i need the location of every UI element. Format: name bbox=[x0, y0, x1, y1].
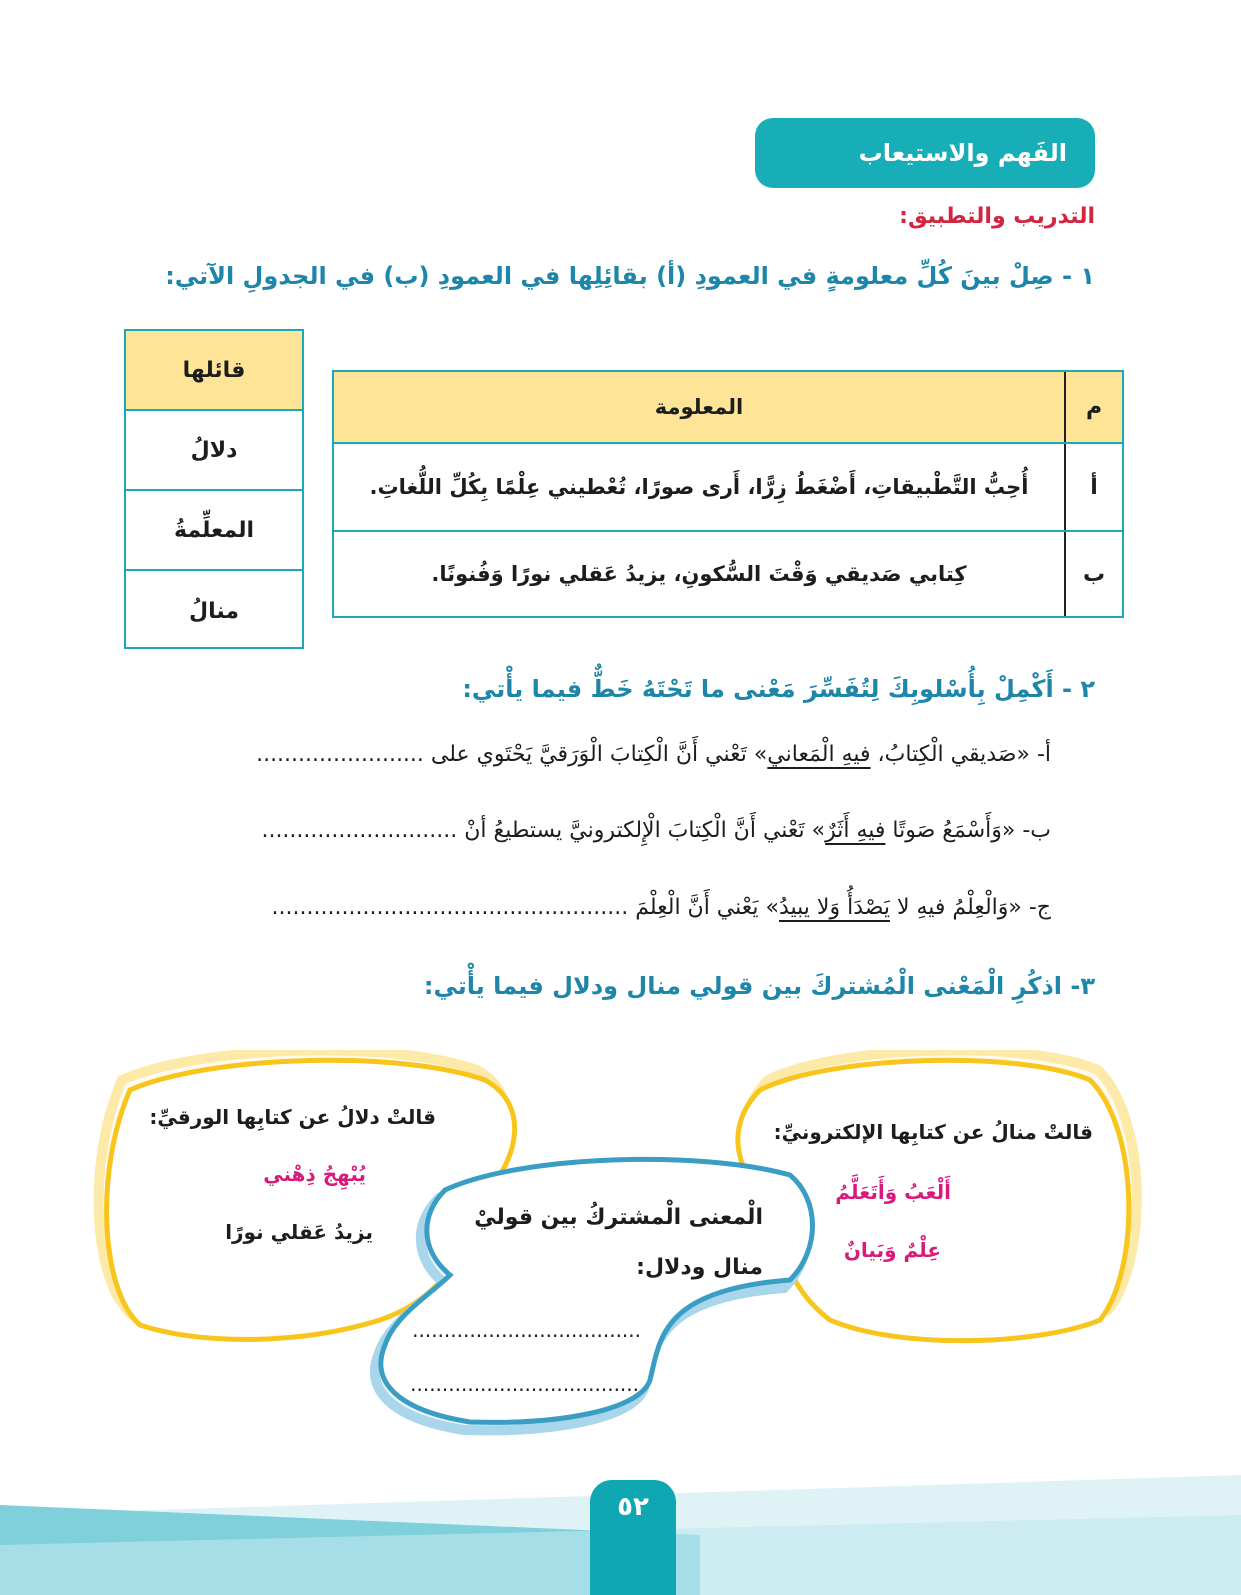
speaker-header: قائلها bbox=[126, 331, 302, 411]
fill-pre: ب- «وَأَسْمَعُ صَوتًا bbox=[885, 818, 1051, 843]
bubble-center-title1: الْمعنى الْمشتركُ بين قوليْ bbox=[474, 1205, 763, 1230]
answer-blank[interactable]: ............................ bbox=[261, 818, 458, 843]
answer-blank[interactable]: .................................... bbox=[410, 1372, 639, 1396]
table-row bbox=[334, 532, 1122, 616]
question-2: ٢ - أَكْمِلْ بِأُسْلوبِكَ لِتُفَسِّرَ مَعْنى ما تَحْتَهُ خَطٌّ فيما يأْتي: bbox=[462, 675, 1095, 703]
header-m: م bbox=[1064, 372, 1122, 442]
bubble-left-title: قالتْ دلالُ عن كتابِها الورقيِّ: bbox=[149, 1105, 436, 1129]
table-row bbox=[334, 444, 1122, 532]
speaker-table bbox=[124, 329, 304, 649]
fill-item-b bbox=[261, 818, 1051, 843]
row-letter: ب bbox=[1064, 532, 1122, 616]
row-text: أُحِبُّ التَّطْبيقاتِ، أَضْغَطُ زِرًّا، أَرى صورًا، تُعْطيني عِلْمًا بِكُلِّ اللُّغاتِ. bbox=[369, 475, 1029, 499]
bubble-right-line1-text: أَلْعَبُ وَأَتَعَلَّمُ bbox=[835, 1180, 951, 1204]
fill-underlined: فيهِ أَثَرٌ bbox=[825, 818, 886, 843]
question-1: ١ - صِلْ بينَ كُلِّ معلومةٍ في العمودِ (أ) بقائِلِها في العمودِ (ب) في الجدولِ الآتي: bbox=[165, 262, 1095, 290]
fill-pre: ج- «وَالْعِلْمُ فيهِ لا bbox=[889, 895, 1051, 920]
bubble-right-title: قالتْ منالُ عن كتابِها الإلكترونيِّ: bbox=[773, 1120, 1093, 1144]
bubble-left-line2: يزيدُ عَقلي نورًا bbox=[225, 1220, 373, 1244]
row-text: كِتابي صَديقي وَقْتَ السُّكونِ، يزيدُ عَقلي نورًا وَفُنونًا. bbox=[431, 562, 967, 586]
page-number-tab bbox=[590, 1480, 676, 1595]
section-title: الفَهم والاستيعاب bbox=[858, 139, 1067, 167]
speaker-name: منالُ bbox=[189, 598, 239, 624]
fill-underlined: يَصْدَأُ وَلا يبيدُ bbox=[778, 895, 890, 920]
bubble-left-line1 bbox=[263, 1162, 366, 1186]
bubble-right-line2 bbox=[844, 1238, 941, 1262]
fill-pre: أ- «صَديقي الْكِتابُ، bbox=[870, 742, 1051, 767]
fill-item-a bbox=[256, 742, 1051, 767]
page-number: ٥٢ bbox=[617, 1492, 649, 1522]
header-info: المعلومة bbox=[654, 395, 744, 419]
fill-item-c bbox=[272, 895, 1051, 920]
fill-post: » تَعْني أَنَّ الْكِتابَ الْوَرَقيَّ يَحْتَوي على bbox=[430, 742, 768, 767]
answer-blank[interactable]: ........................ bbox=[256, 742, 424, 767]
speaker-name: دلالُ bbox=[126, 411, 302, 491]
answer-blank[interactable]: ................................................... bbox=[271, 895, 629, 920]
fill-post: » تَعْني أَنَّ الْكِتابَ الْإِلكترونيَّ يستطيعُ أنْ bbox=[464, 818, 826, 843]
answer-blank[interactable]: .................................... bbox=[412, 1318, 641, 1342]
speaker-name: المعلِّمةُ bbox=[126, 491, 302, 571]
bubble-right-line2-text: عِلْمٌ وَبَيانٌ bbox=[843, 1238, 941, 1262]
fill-underlined: فيهِ الْمَعاني bbox=[767, 742, 871, 767]
section-banner bbox=[755, 118, 1095, 188]
info-table bbox=[332, 370, 1124, 618]
bubble-center-title2: منال ودلال: bbox=[636, 1255, 763, 1280]
row-letter: أ bbox=[1064, 444, 1122, 530]
subheading: التدريب والتطبيق: bbox=[899, 204, 1095, 229]
question-3: ٣- اذكُرِ الْمَعْنى الْمُشتركَ بين قولي منال ودلال فيما يأْتي: bbox=[423, 972, 1095, 1000]
fill-post: » يَعْني أَنَّ الْعِلْمَ bbox=[635, 895, 779, 920]
bubble-right-line1 bbox=[835, 1180, 951, 1204]
info-table-header bbox=[334, 372, 1122, 444]
bubble-left-line1-text: يُبْهِجُ ذِهْني bbox=[263, 1162, 366, 1186]
